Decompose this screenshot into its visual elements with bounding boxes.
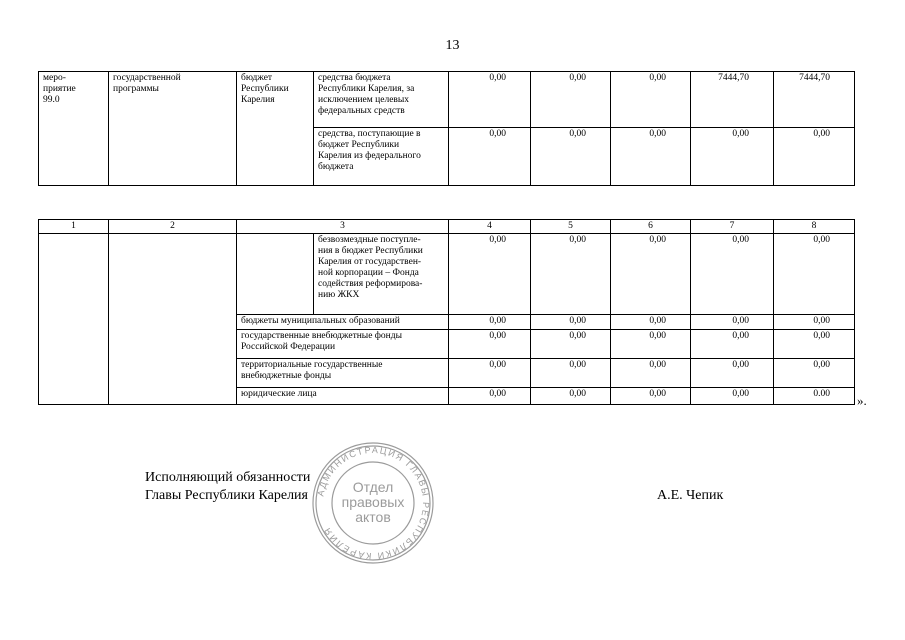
official-stamp bbox=[310, 440, 436, 566]
value-cell: 0,00 bbox=[691, 359, 774, 388]
value-cell: 0,00 bbox=[611, 388, 691, 405]
value-cell: 0,00 bbox=[691, 315, 774, 330]
value-cell: 0,00 bbox=[531, 388, 611, 405]
table-row bbox=[39, 72, 855, 128]
value-cell: 0,00 bbox=[774, 315, 855, 330]
value-cell: 0,00 bbox=[691, 128, 774, 186]
value-cell: 0,00 bbox=[531, 315, 611, 330]
value-cell: 7444,70 bbox=[774, 72, 855, 128]
value-cell: 0,00 bbox=[531, 128, 611, 186]
value-cell: 0,00 bbox=[611, 359, 691, 388]
column-number-cell: 6 bbox=[611, 220, 691, 234]
empty-cell bbox=[109, 234, 237, 405]
column-number-cell: 7 bbox=[691, 220, 774, 234]
signatory-name: А.Е. Чепик bbox=[657, 488, 724, 503]
value-cell: 0,00 bbox=[449, 128, 531, 186]
value-cell: 7444,70 bbox=[691, 72, 774, 128]
value-cell: 0,00 bbox=[611, 128, 691, 186]
value-cell: 0,00 bbox=[449, 315, 531, 330]
value-cell: 0,00 bbox=[691, 388, 774, 405]
closing-quote-mark: ». bbox=[857, 393, 867, 408]
funding-source-cell: средства бюджета Республики Карелия, за исключением целевых федеральных средств bbox=[314, 72, 449, 128]
empty-cell bbox=[39, 234, 109, 405]
value-cell: 0,00 bbox=[531, 72, 611, 128]
value-cell: 0,00 bbox=[531, 330, 611, 359]
value-cell: 0,00 bbox=[611, 315, 691, 330]
empty-cell bbox=[237, 234, 314, 315]
column-number-cell: 3 bbox=[237, 220, 449, 234]
funding-source-cell: территориальные государственные внебюджетные фонды bbox=[237, 359, 449, 388]
value-cell: 0,00 bbox=[449, 234, 531, 315]
value-cell: 0,00 bbox=[449, 359, 531, 388]
column-number-cell: 5 bbox=[531, 220, 611, 234]
stamp-ring-text: АДМИНИСТРАЦИЯ ГЛАВЫ РЕСПУБЛИКИ КАРЕЛИЯ bbox=[315, 444, 432, 562]
column-number-cell: 1 bbox=[39, 220, 109, 234]
stamp-center-line: Отдел bbox=[352, 479, 394, 495]
budget-source-cell: бюджет Республики Карелия bbox=[237, 72, 314, 186]
program-funding-table-top bbox=[38, 71, 855, 186]
signatory-title-line-1: Исполняющий обязанности bbox=[145, 470, 311, 485]
program-cell: государственной программы bbox=[109, 72, 237, 186]
value-cell: 0,00 bbox=[611, 234, 691, 315]
value-cell: 0,00 bbox=[449, 330, 531, 359]
value-cell: 0,00 bbox=[449, 72, 531, 128]
funding-source-cell: средства, поступающие в бюджет Республики Карелия из федерального бюджета bbox=[314, 128, 449, 186]
funding-source-cell: безвозмездные поступле- ния в бюджет Республики Карелия от государствен- ной корпорации – Фонда содействия реформирова- нию ЖКХ bbox=[314, 234, 449, 315]
column-number-cell: 4 bbox=[449, 220, 531, 234]
value-cell: 0,00 bbox=[774, 128, 855, 186]
table-row bbox=[39, 234, 855, 315]
activity-number-cell: меро- приятие 99.0 bbox=[39, 72, 109, 186]
value-cell: 0.00 bbox=[774, 388, 855, 405]
value-cell: 0,00 bbox=[449, 388, 531, 405]
stamp-center-line: актов bbox=[355, 509, 391, 525]
value-cell: 0,00 bbox=[611, 72, 691, 128]
funding-source-cell: государственные внебюджетные фонды Российской Федерации bbox=[237, 330, 449, 359]
value-cell: 0,00 bbox=[774, 359, 855, 388]
value-cell: 0,00 bbox=[774, 330, 855, 359]
value-cell: 0,00 bbox=[774, 234, 855, 315]
column-number-cell: 2 bbox=[109, 220, 237, 234]
signatory-title-line-2: Главы Республики Карелия bbox=[145, 488, 308, 503]
column-number-row bbox=[39, 220, 855, 234]
value-cell: 0,00 bbox=[531, 359, 611, 388]
column-number-cell: 8 bbox=[774, 220, 855, 234]
value-cell: 0,00 bbox=[611, 330, 691, 359]
funding-source-cell: юридические лица bbox=[237, 388, 449, 405]
stamp-center-line: правовых bbox=[341, 494, 405, 510]
value-cell: 0,00 bbox=[691, 330, 774, 359]
value-cell: 0,00 bbox=[531, 234, 611, 315]
value-cell: 0,00 bbox=[691, 234, 774, 315]
funding-source-cell: бюджеты муниципальных образований bbox=[237, 315, 449, 330]
program-funding-table-bottom bbox=[38, 219, 855, 405]
page-number: 13 bbox=[445, 38, 460, 53]
